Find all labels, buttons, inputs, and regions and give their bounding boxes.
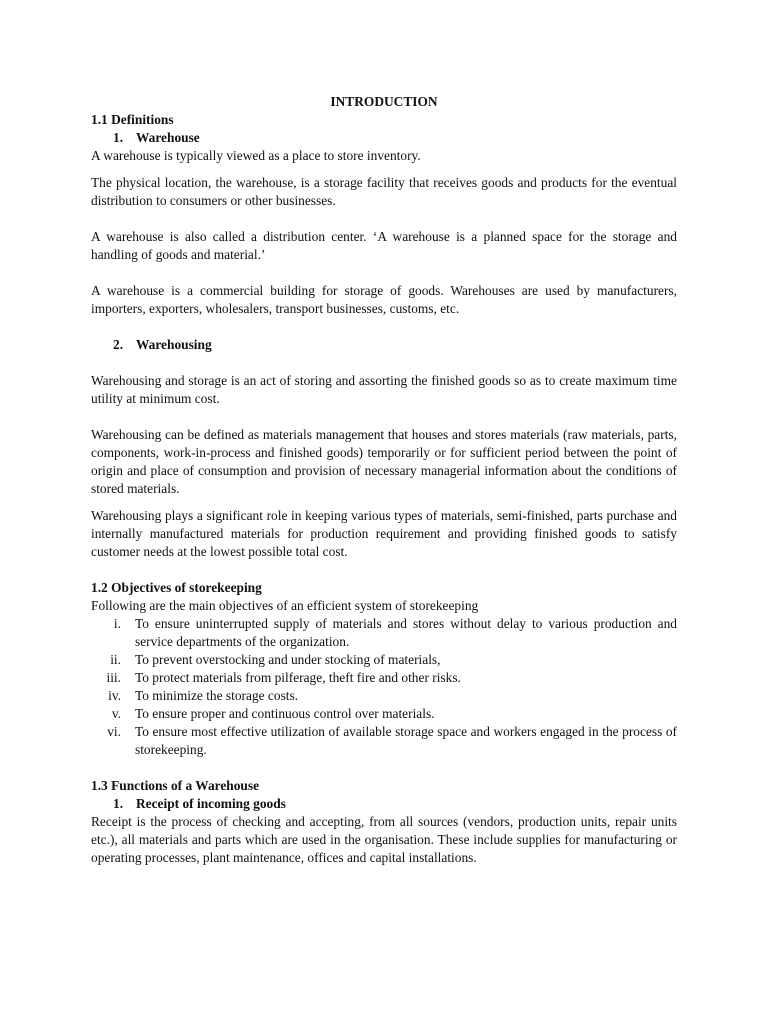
paragraph: Receipt is the process of checking and accepting, from all sources (vendors, production units, repair units etc.), all materials and parts which are used in the organisation. These include supplies for manufacturing or operating processes, plant maintenance, offices and capital installations. — [91, 814, 677, 865]
subheading-label: Warehousing — [136, 337, 212, 352]
list-item — [91, 615, 677, 651]
list-item-number: i. — [113, 616, 121, 631]
paragraph: A warehouse is typically viewed as a place to store inventory. — [91, 148, 421, 163]
paragraph: Warehousing can be defined as materials management that houses and stores materials (raw materials, parts, components, work-in-process and finished goods) temporarily or for sufficient period between the point of origin and place of consumption and provision of necessary managerial information about the conditions of stored materials. — [91, 427, 677, 496]
paragraph: A warehouse is also called a distribution center. ‘A warehouse is a planned space for the storage and handling of goods and material.’ — [91, 229, 677, 262]
subheading-number: 1. — [113, 130, 124, 145]
section-heading-1-1: 1.1 Definitions — [91, 112, 174, 127]
list-item-number: vi. — [107, 724, 121, 739]
list-item — [91, 687, 677, 705]
subheading-warehouse — [91, 129, 677, 147]
list-item-number: iii. — [106, 670, 121, 685]
subheading-label: Receipt of incoming goods — [136, 796, 286, 811]
list-item-text: To ensure uninterrupted supply of materials and stores without delay to various production and service departments of the organization. — [135, 616, 677, 649]
page-title: INTRODUCTION — [330, 94, 438, 109]
list-item-number: ii. — [110, 652, 121, 667]
subheading-number: 2. — [113, 337, 124, 352]
subheading-label: Warehouse — [136, 130, 200, 145]
list-item-text: To protect materials from pilferage, theft fire and other risks. — [135, 670, 461, 685]
section-heading-1-3: 1.3 Functions of a Warehouse — [91, 778, 260, 793]
list-item-text: To ensure most effective utilization of available storage space and workers engaged in the process of storekeeping. — [135, 724, 677, 757]
objectives-list — [91, 615, 677, 759]
list-item-number: v. — [111, 706, 121, 721]
paragraph: Following are the main objectives of an efficient system of storekeeping — [91, 598, 479, 613]
paragraph: Warehousing plays a significant role in keeping various types of materials, semi-finished, parts purchase and internally manufactured materials for production requirement and providing finished goods to satisfy customer needs at the lowest possible total cost. — [91, 508, 677, 559]
subheading-number: 1. — [113, 796, 124, 811]
subheading-warehousing — [91, 336, 677, 354]
list-item-text: To minimize the storage costs. — [135, 688, 299, 703]
list-item — [91, 723, 677, 759]
list-item — [91, 651, 677, 669]
section-heading-1-2: 1.2 Objectives of storekeeping — [91, 580, 262, 595]
paragraph: A warehouse is a commercial building for storage of goods. Warehouses are used by manufacturers, importers, exporters, wholesalers, transport businesses, customs, etc. — [91, 283, 677, 316]
subheading-receipt — [91, 795, 677, 813]
list-item-number: iv. — [108, 688, 121, 703]
list-item-text: To ensure proper and continuous control over materials. — [135, 706, 435, 721]
list-item — [91, 669, 677, 687]
paragraph: Warehousing and storage is an act of storing and assorting the finished goods so as to create maximum time utility at minimum cost. — [91, 373, 677, 406]
list-item — [91, 705, 677, 723]
paragraph: The physical location, the warehouse, is a storage facility that receives goods and products for the eventual distribution to consumers or other businesses. — [91, 175, 677, 208]
list-item-text: To prevent overstocking and under stocking of materials, — [135, 652, 441, 667]
document-body — [91, 93, 677, 867]
